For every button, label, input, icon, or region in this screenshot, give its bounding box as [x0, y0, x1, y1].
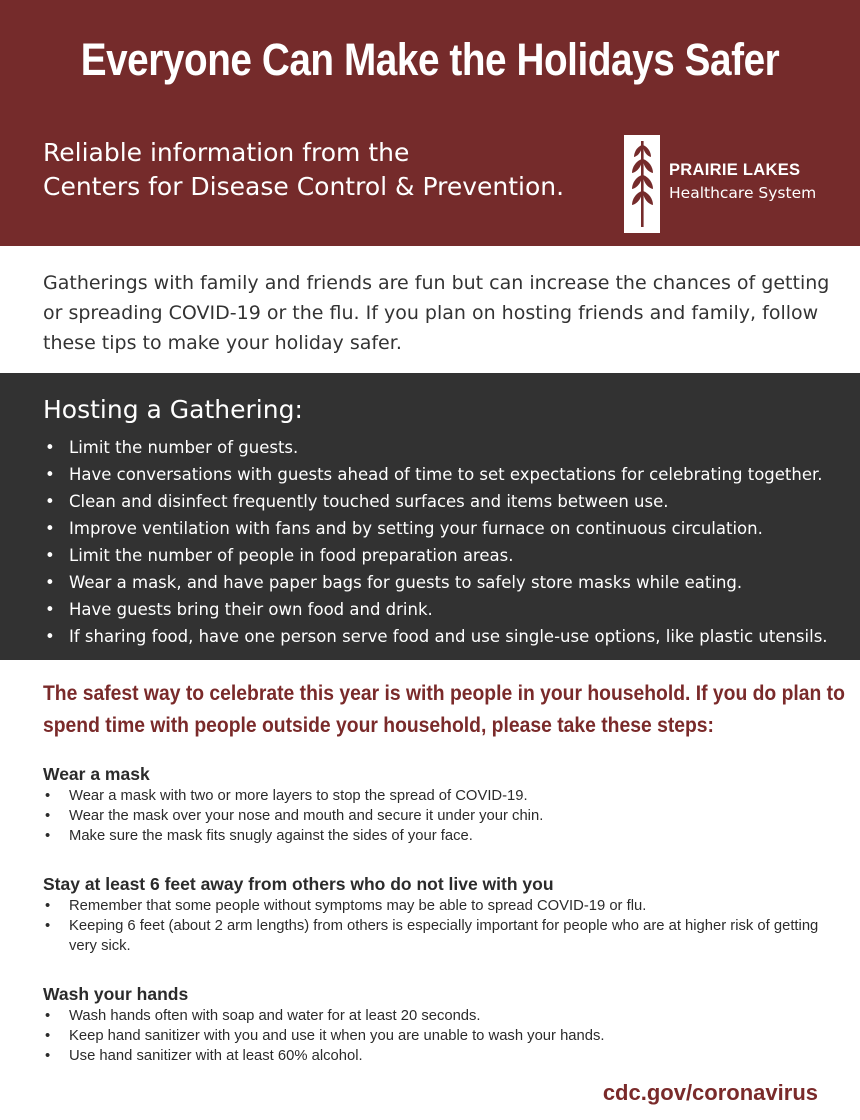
callout-line: The safest way to celebrate this year is with people in your household. If you do plan to: [43, 682, 845, 705]
logo: [624, 135, 834, 235]
intro-paragraph: [43, 268, 833, 358]
logo-subtitle: Healthcare System: [669, 184, 817, 202]
list-item: • Wear a mask, and have paper bags for guests to safely store masks while eating.: [43, 572, 828, 599]
section-list: [43, 786, 823, 846]
section-heading: Stay at least 6 feet away from others who do not live with you: [43, 874, 554, 894]
list-item: • Wear a mask with two or more layers to stop the spread of COVID-19.: [43, 786, 823, 806]
list-item: • Limit the number of people in food preparation areas.: [43, 545, 828, 572]
intro-line: these tips to make your holiday safer.: [43, 332, 402, 354]
wheat-icon: [624, 135, 660, 233]
list-item: • Wear the mask over your nose and mouth and secure it under your chin.: [43, 806, 823, 826]
hosting-heading: Hosting a Gathering:: [43, 395, 303, 424]
list-item: • Keeping 6 feet (about 2 arm lengths) from others is especially important for people who are at higher risk of getting very sick.: [43, 916, 823, 956]
callout-line: spend time with people outside your household, please take these steps:: [43, 714, 714, 737]
list-item: • If sharing food, have one person serve food and use single-use options, like plastic utensils.: [43, 626, 828, 653]
list-item: • Improve ventilation with fans and by setting your furnace on continuous circulation.: [43, 518, 828, 545]
list-item: • Make sure the mask fits snugly against the sides of your face.: [43, 826, 823, 846]
list-item: • Keep hand sanitizer with you and use it when you are unable to wash your hands.: [43, 1026, 823, 1046]
section-list: [43, 1006, 823, 1066]
subtitle-line: Centers for Disease Control & Prevention.: [43, 172, 565, 201]
page-title: Everyone Can Make the Holidays Safer: [80, 34, 780, 85]
intro-line: or spreading COVID-19 or the flu. If you plan on hosting friends and family, follow: [43, 302, 819, 324]
section-wash-hands: [43, 982, 823, 1066]
list-item: • Remember that some people without symptoms may be able to spread COVID-19 or flu.: [43, 896, 823, 916]
section-heading: Wash your hands: [43, 984, 189, 1004]
safest-way-callout: [43, 678, 845, 742]
header-banner: [0, 0, 860, 246]
header-subtitle: [43, 136, 564, 204]
section-heading: Wear a mask: [43, 764, 150, 784]
hosting-list: [43, 437, 828, 653]
list-item: • Use hand sanitizer with at least 60% alcohol.: [43, 1046, 823, 1066]
section-wear-mask: [43, 762, 823, 846]
list-item: • Wash hands often with soap and water for at least 20 seconds.: [43, 1006, 823, 1026]
list-item: • Limit the number of guests.: [43, 437, 828, 464]
list-item: • Have guests bring their own food and drink.: [43, 599, 828, 626]
list-item: • Clean and disinfect frequently touched surfaces and items between use.: [43, 491, 828, 518]
section-distance: [43, 872, 823, 956]
intro-line: Gatherings with family and friends are fun but can increase the chances of getting: [43, 272, 830, 294]
cdc-link[interactable]: cdc.gov/coronavirus: [602, 1080, 818, 1105]
logo-name: PRAIRIE LAKES: [669, 161, 801, 179]
subtitle-line: Reliable information from the: [43, 138, 410, 167]
section-list: [43, 896, 823, 956]
hosting-panel: [0, 373, 860, 660]
list-item: • Have conversations with guests ahead of time to set expectations for celebrating together.: [43, 464, 828, 491]
